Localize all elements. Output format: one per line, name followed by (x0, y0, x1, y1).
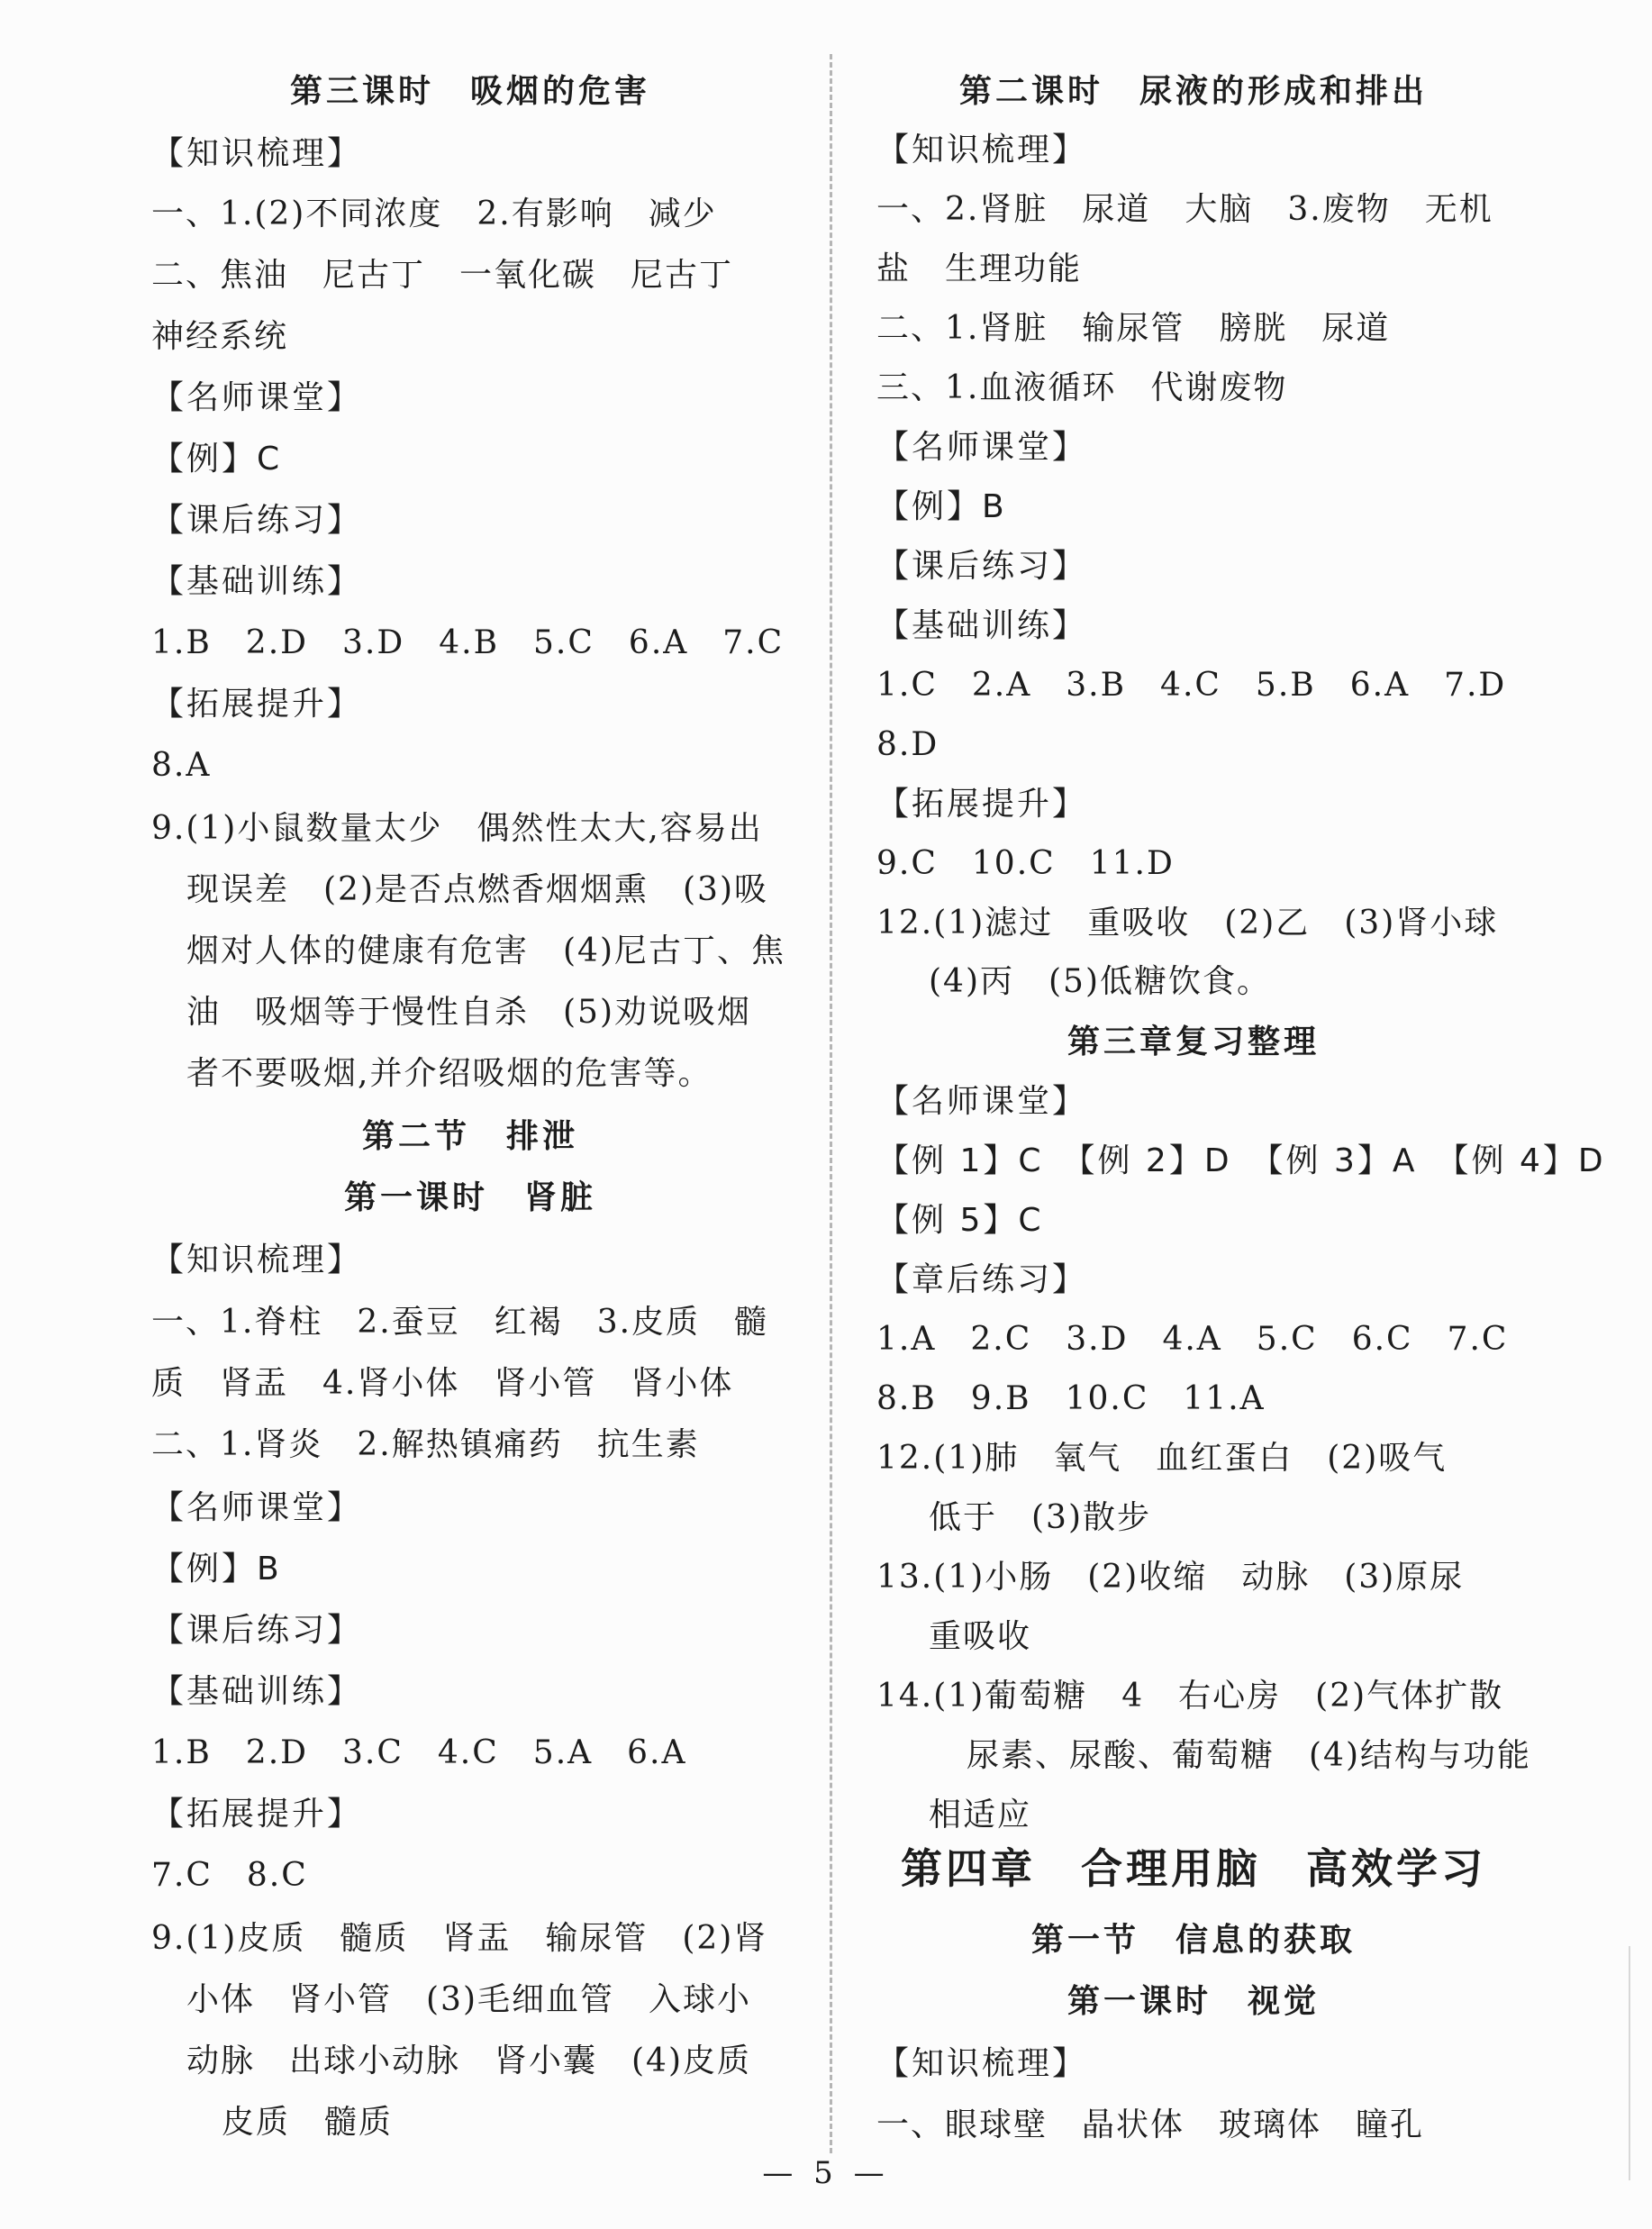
right-line: 【基础训练】 (876, 607, 1088, 644)
left-line: 小体 肾小管 (3)毛细血管 入球小 (186, 1981, 751, 2018)
right-line: 【知识梳理】 (876, 2045, 1088, 2082)
left-line: 8.A (151, 747, 212, 784)
left-line: 现误差 (2)是否点燃香烟烟熏 (3)吸 (186, 871, 768, 908)
right-line: 【名师课堂】 (876, 1083, 1088, 1120)
right-line: 盐 生理功能 (876, 250, 1083, 287)
left-line: 动脉 出球小动脉 肾小囊 (4)皮质 (186, 2042, 751, 2079)
left-line: 【课后练习】 (151, 502, 363, 539)
left-line: 二、1.肾炎 2.解热镇痛药 抗生素 (151, 1426, 700, 1463)
right-line: (4)丙 (5)低糖饮食。 (929, 963, 1271, 1000)
left-line: 皮质 髓质 (222, 2104, 394, 2141)
right-line: 第三章复习整理 (1067, 1024, 1320, 1060)
left-line: 第三课时 吸烟的危害 (289, 73, 650, 110)
right-line: 相适应 (929, 1797, 1032, 1833)
page-edge-mark (1629, 1946, 1630, 2180)
left-line: 【课后练习】 (151, 1612, 363, 1649)
right-line: 【课后练习】 (876, 548, 1088, 585)
left-line: 质 肾盂 4.肾小体 肾小管 肾小体 (151, 1365, 734, 1402)
left-line: 神经系统 (151, 318, 289, 355)
left-line: 【知识梳理】 (151, 1242, 363, 1278)
page-number: — 5 — (762, 2155, 890, 2191)
left-line: 9.(1)小鼠数量太少 偶然性太大,容易出 (151, 810, 763, 847)
left-line: 【名师课堂】 (151, 379, 363, 416)
right-line: 8.B 9.B 10.C 11.A (876, 1380, 1266, 1417)
left-line: 7.C 8.C (151, 1857, 308, 1894)
right-line: 【章后练习】 (876, 1261, 1088, 1298)
right-line: 14.(1)葡萄糖 4 右心房 (2)气体扩散 (876, 1678, 1504, 1715)
left-line: 二、焦油 尼古丁 一氧化碳 尼古丁 (151, 257, 734, 294)
left-line: 【例】C (151, 441, 283, 478)
right-line: 1.A 2.C 3.D 4.A 5.C 6.C 7.C (876, 1321, 1509, 1358)
left-line: 烟对人体的健康有危害 (4)尼古丁、焦 (186, 933, 785, 969)
left-line: 1.B 2.D 3.C 4.C 5.A 6.A (151, 1734, 687, 1771)
right-line: 二、1.肾脏 输尿管 膀胱 尿道 (876, 310, 1391, 347)
right-line: 第一课时 视觉 (1067, 1983, 1320, 2020)
left-line: 油 吸烟等于慢性自杀 (5)劝说吸烟 (186, 994, 751, 1031)
right-line: 8.D (876, 726, 939, 763)
right-line: 第二课时 尿液的形成和排出 (958, 73, 1428, 110)
right-line: 一、2.肾脏 尿道 大脑 3.废物 无机 (876, 191, 1493, 228)
right-line: 13.(1)小肠 (2)收缩 动脉 (3)原尿 (876, 1559, 1465, 1596)
right-line: 12.(1)滤过 重吸收 (2)乙 (3)肾小球 (876, 905, 1499, 942)
right-line: 第四章 合理用脑 高效学习 (901, 1844, 1486, 1893)
right-line: 9.C 10.C 11.D (876, 845, 1175, 882)
left-line: 【例】B (151, 1551, 282, 1588)
right-line: 三、1.血液循环 代谢废物 (876, 369, 1288, 406)
right-line: 一、眼球壁 晶状体 玻璃体 瞳孔 (876, 2106, 1425, 2143)
left-line: 第一课时 肾脏 (343, 1179, 596, 1216)
right-line: 【例】B (876, 488, 1007, 525)
left-line: 【拓展提升】 (151, 686, 363, 723)
left-line: 【基础训练】 (151, 1673, 363, 1710)
right-line: 【知识梳理】 (876, 132, 1088, 168)
right-line: 1.C 2.A 3.B 4.C 5.B 6.A 7.D (876, 667, 1507, 704)
right-line: 【例 1】C 【例 2】D 【例 3】A 【例 4】D (876, 1142, 1606, 1179)
left-line: 第二节 排泄 (361, 1118, 578, 1155)
right-line: 低于 (3)散步 (929, 1499, 1151, 1536)
left-line: 9.(1)皮质 髓质 肾盂 输尿管 (2)肾 (151, 1920, 768, 1957)
left-line: 1.B 2.D 3.D 4.B 5.C 6.A 7.C (151, 624, 785, 661)
right-line: 重吸收 (929, 1618, 1032, 1655)
left-line: 【知识梳理】 (151, 135, 363, 172)
left-line: 者不要吸烟,并介绍吸烟的危害等。 (186, 1055, 713, 1092)
right-line: 【例 5】C (876, 1202, 1044, 1239)
right-line: 第一节 信息的获取 (1030, 1922, 1356, 1959)
right-line: 12.(1)肺 氧气 血红蛋白 (2)吸气 (876, 1440, 1448, 1477)
left-line: 一、1.(2)不同浓度 2.有影响 减少 (151, 196, 717, 232)
left-line: 【基础训练】 (151, 563, 363, 600)
left-line: 【名师课堂】 (151, 1489, 363, 1526)
column-divider (830, 54, 832, 2153)
left-line: 【拓展提升】 (151, 1796, 363, 1833)
right-line: 【名师课堂】 (876, 429, 1088, 466)
left-line: 一、1.脊柱 2.蚕豆 红褐 3.皮质 髓 (151, 1304, 769, 1341)
right-line: 尿素、尿酸、葡萄糖 (4)结构与功能 (967, 1737, 1531, 1774)
right-line: 【拓展提升】 (876, 786, 1088, 823)
